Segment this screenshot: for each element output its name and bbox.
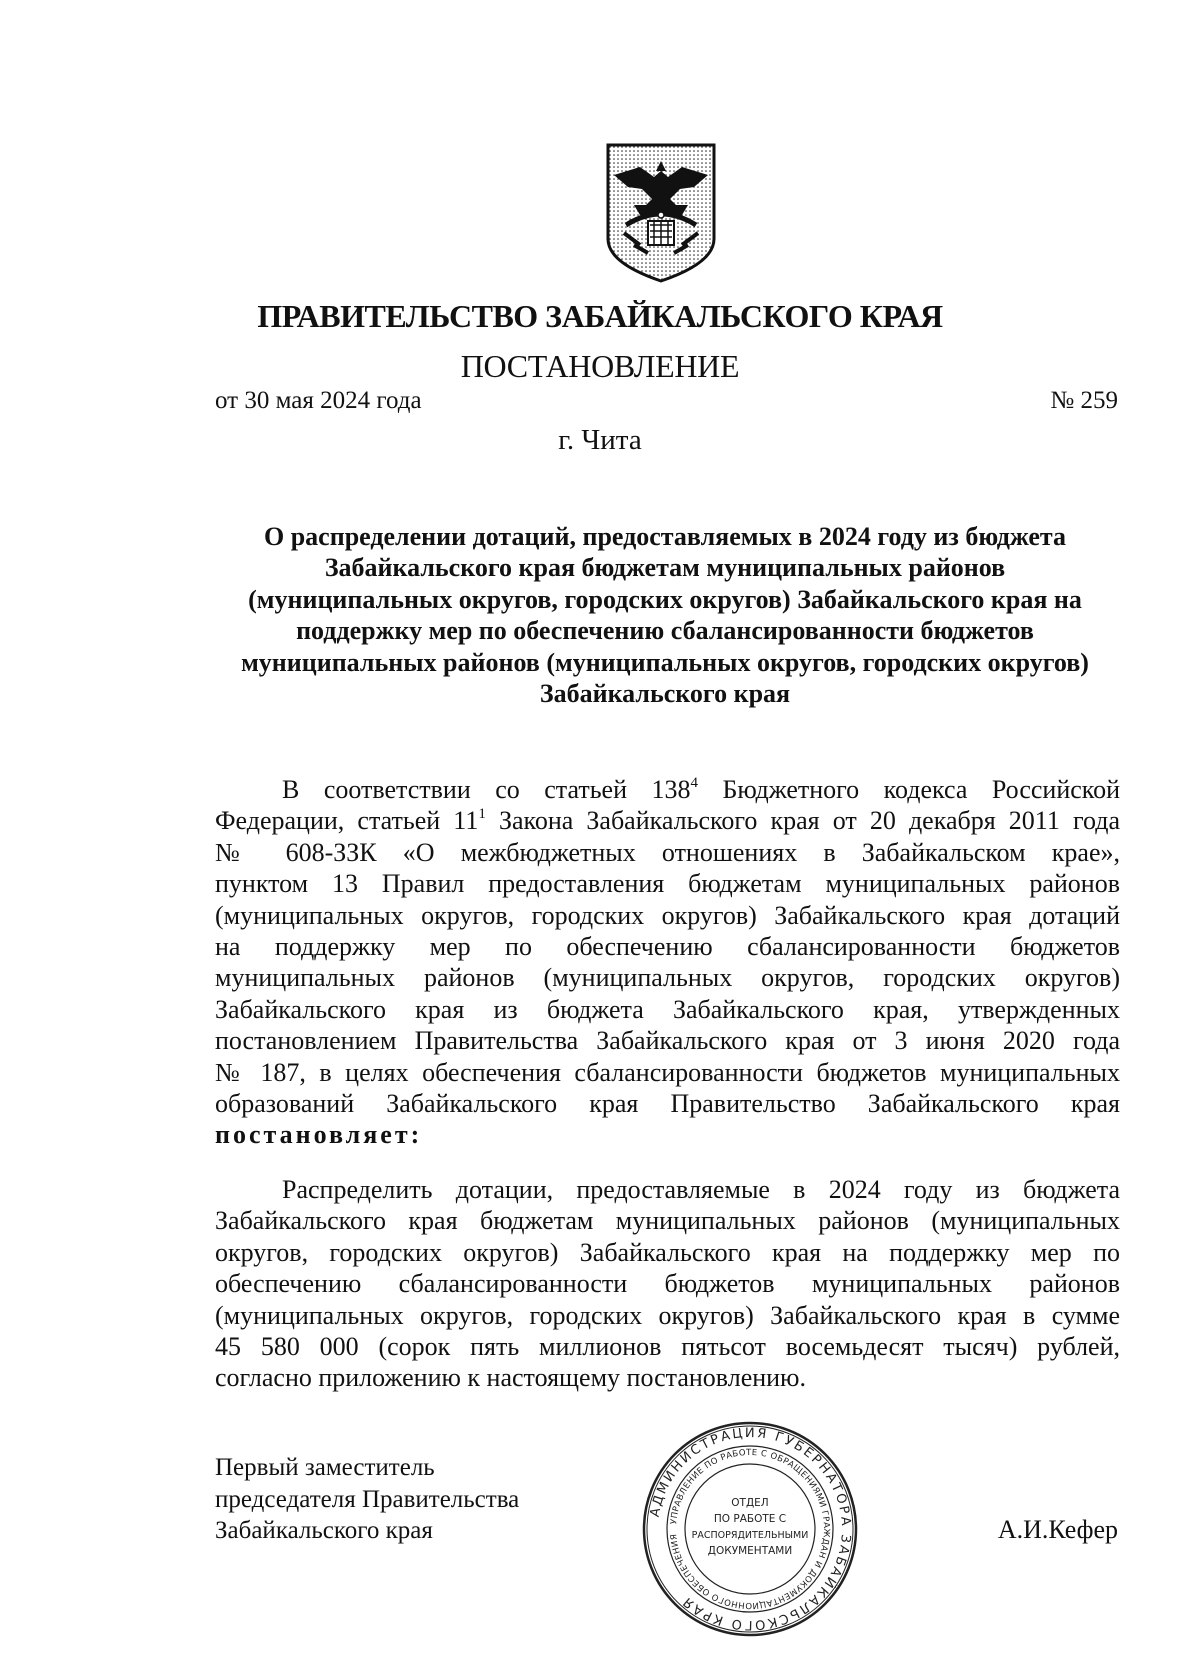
- paragraph-line: № 187, в целях обеспечения сбалансированности бюджетов муниципальных: [215, 1057, 1120, 1087]
- paragraph-line: (муниципальных округов, городских округов) Забайкальского края в сумме: [215, 1300, 1120, 1330]
- svg-text:УПРАВЛЕНИЕ ПО РАБОТЕ С ОБРАЩЕН: [669, 1448, 831, 1610]
- paragraph-line: согласно приложению к настоящему постановлению.: [215, 1363, 806, 1393]
- superscript: 1: [478, 806, 486, 823]
- paragraph-line: 45 580 000 (сорок пять миллионов пятьсот восемьдесят тысяч) рублей,: [215, 1332, 1120, 1362]
- paragraph-line: № 608-ЗЗК «О межбюджетных отношениях в Забайкальском крае»,: [215, 837, 1120, 867]
- stamp-center-line: ДОКУМЕНТАМИ: [707, 1545, 793, 1557]
- coat-of-arms-icon: [604, 141, 718, 285]
- decision-paragraph: [215, 1174, 1120, 1394]
- stamp-outer-text: АДМИНИСТРАЦИЯ ГУБЕРНАТОРА ЗАБАЙКАЛЬСКОГО КРАЯ: [647, 1425, 854, 1633]
- paragraph-line: Распределить дотации, предоставляемые в 2024 году из бюджета: [282, 1175, 1120, 1204]
- paragraph-line: муниципальных районов (муниципальных округов, городских округов): [215, 963, 1120, 993]
- document-date: от 30 мая 2024 года: [215, 387, 422, 414]
- title-line: муниципальных районов (муниципальных округов, городских округов): [241, 647, 1089, 677]
- title-line: Забайкальского края бюджетам муниципальных районов: [324, 553, 1006, 583]
- position-line: председателя Правительства: [215, 1485, 520, 1513]
- title-line: (муниципальных округов, городских округов) Забайкальского края на: [248, 584, 1082, 614]
- position-line: Забайкальского края: [215, 1517, 433, 1544]
- stamp-center-line: ОТДЕЛ: [731, 1497, 769, 1509]
- paragraph-line: пунктом 13 Правил предоставления бюджетам муниципальных районов: [215, 869, 1120, 899]
- paragraph-line: В соответствии со статьей $138^4$ Бюджетного кодекса Российской: [282, 775, 1120, 804]
- superscript: 4: [690, 775, 698, 791]
- stamp-center-line: РАСПОРЯДИТЕЛЬНЫМИ: [691, 1530, 809, 1541]
- stamp-center-line: ПО РАБОТЕ С: [713, 1513, 787, 1525]
- paragraph-line: округов, городских округов) Забайкальского края на поддержку мер по: [215, 1237, 1120, 1267]
- paragraph-line: образований Забайкальского края Правительство Забайкальского края: [215, 1089, 1120, 1119]
- preamble-paragraph: [215, 774, 1120, 1151]
- paragraph-line: Забайкальского края из бюджета Забайкальского края, утвержденных: [215, 994, 1120, 1024]
- organization-heading: ПРАВИТЕЛЬСТВО ЗАБАЙКАЛЬСКОГО КРАЯ: [257, 298, 943, 334]
- paragraph-line: Забайкальского края бюджетам муниципальных районов (муниципальных: [215, 1206, 1120, 1236]
- paragraph-line: постановлением Правительства Забайкальского края от 3 июня 2020 года: [215, 1026, 1120, 1056]
- signatory-position: [215, 1452, 519, 1547]
- position-line: Первый заместитель: [215, 1454, 435, 1481]
- document-type: ПОСТАНОВЛЕНИЕ: [460, 348, 740, 384]
- signatory-name: А.И.Кефер: [997, 1515, 1118, 1544]
- title-line: поддержку мер по обеспечению сбалансированности бюджетов: [296, 616, 1034, 646]
- paragraph-line: на поддержку мер по обеспечению сбалансированности бюджетов: [215, 932, 1120, 962]
- document-city: г. Чита: [558, 424, 642, 456]
- document-title: [205, 521, 1125, 709]
- resolution-keyword: постановляет:: [215, 1120, 423, 1150]
- stamp-inner-text: УПРАВЛЕНИЕ ПО РАБОТЕ С ОБРАЩЕНИЯМИ ГРАЖДАН И ДОКУМЕНТАЦИОННОГО ОБЕСПЕЧЕНИЯ: [669, 1447, 832, 1611]
- title-line: О распределении дотаций, предоставляемых в 2024 году из бюджета: [264, 522, 1066, 551]
- paragraph-line: обеспечению сбалансированности бюджетов муниципальных районов: [215, 1269, 1120, 1299]
- paragraph-line: Федерации, статьей $11^1$ Закона Забайкальского края от 20 декабря 2011 года: [215, 806, 1120, 836]
- official-stamp-icon: [641, 1420, 859, 1638]
- title-line: Забайкальского края: [539, 679, 791, 709]
- paragraph-line: (муниципальных округов, городских округов) Забайкальского края дотаций: [215, 900, 1120, 930]
- document-number: № 259: [1050, 387, 1118, 414]
